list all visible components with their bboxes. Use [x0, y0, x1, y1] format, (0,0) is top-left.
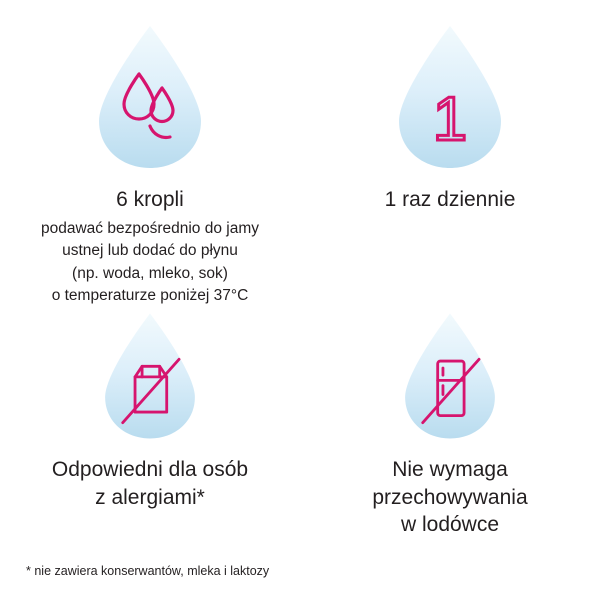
fridge-crossed-icon: [398, 310, 502, 442]
droplets-icon: [91, 22, 209, 172]
panel-no-refrigeration: [300, 300, 600, 560]
milk-carton-crossed-icon: [98, 310, 202, 442]
subtext-line: (np. woda, mleko, sok): [72, 264, 228, 282]
headline-frequency: 1 raz dziennie: [384, 188, 516, 211]
headline-line: w lodówce: [400, 513, 500, 537]
headline-allergy: [52, 456, 248, 511]
footnote: * nie zawiera konserwantów, mleka i laktozy: [26, 564, 270, 578]
headline-line: przechowywania: [372, 485, 528, 509]
caption-fridge: [372, 442, 527, 539]
subtext-line: podawać bezpośrednio do jamy: [41, 219, 259, 237]
panel-frequency: [300, 0, 600, 300]
drop-shape-fridge: [398, 310, 502, 442]
caption-allergy: [52, 442, 248, 511]
subtext-dosage: [41, 218, 259, 308]
caption-dosage: [41, 172, 259, 308]
panel-allergy-friendly: [0, 300, 300, 560]
headline-line: Nie wymaga: [392, 458, 508, 481]
number-one-icon: [391, 22, 509, 172]
drop-shape-frequency: [391, 22, 509, 172]
caption-frequency: [385, 172, 516, 214]
subtext-line: ustnej lub dodać do płynu: [62, 242, 238, 260]
headline-line: Odpowiedni dla osób: [51, 458, 249, 481]
drop-shape-allergy: [98, 310, 202, 442]
headline-line: z alergiami*: [95, 485, 205, 509]
headline-fridge: [372, 456, 527, 539]
panel-dosage: [0, 0, 300, 305]
numeral-one: 1: [432, 85, 468, 154]
drop-shape-dosage: [91, 22, 209, 172]
subtext-line: o temperaturze poniżej 37°C: [51, 287, 249, 305]
headline-dosage: 6 kropli: [116, 188, 184, 211]
